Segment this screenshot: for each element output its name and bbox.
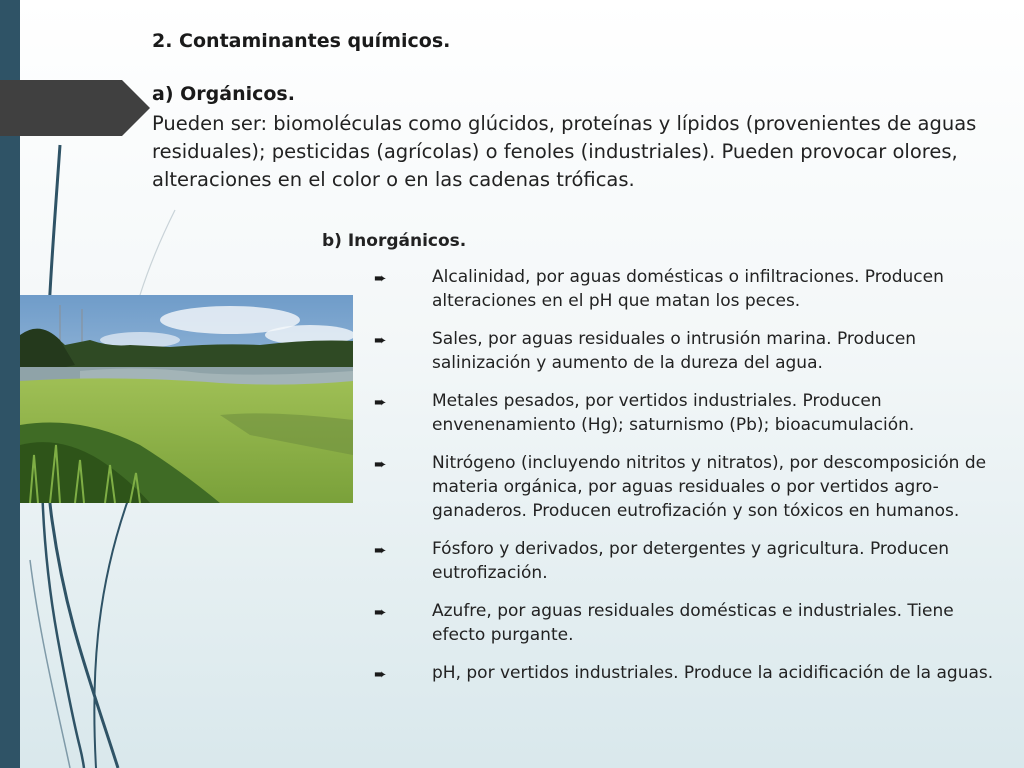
arrow-right-icon: ➨ [374, 603, 387, 621]
list-item [370, 389, 1010, 437]
arrow-right-icon: ➨ [374, 665, 387, 683]
list-item-text: Azufre, por aguas residuales domésticas e industriales. Tiene efecto purgante. [432, 601, 954, 645]
list-item-text: pH, por vertidos industriales. Produce la acidificación de la aguas. [432, 663, 994, 683]
inorganic-list [370, 265, 1010, 699]
title-tab-shape [0, 80, 150, 136]
list-item [370, 265, 1010, 313]
list-item [370, 451, 1010, 523]
organic-description: Pueden ser: biomoléculas como glúcidos, proteínas y lípidos (provenientes de aguas residuales); pesticidas (agrícolas) o fenoles (industriales). Pueden provocar olores, alteraciones en el color o en las cadenas tróficas. [152, 112, 977, 191]
arrow-right-icon: ➨ [374, 541, 387, 559]
arrow-right-icon: ➨ [374, 269, 387, 287]
list-item-text: Sales, por aguas residuales o intrusión marina. Producen salinización y aumento de la dureza del agua. [432, 329, 917, 373]
organic-subtitle: a) Orgánicos. [152, 83, 295, 105]
list-item-text: Fósforo y derivados, por detergentes y agricultura. Producen eutrofización. [432, 539, 950, 583]
list-item [370, 599, 1010, 647]
arrow-right-icon: ➨ [374, 455, 387, 473]
list-item [370, 327, 1010, 375]
list-item-text: Nitrógeno (incluyendo nitritos y nitratos), por descomposición de materia orgánica, por aguas residuales o por vertidos agro-ganaderos. Producen eutrofización y son tóxicos en humanos. [432, 453, 987, 521]
list-item-text: Metales pesados, por vertidos industriales. Producen envenenamiento (Hg); saturnismo (Pb); bioacumulación. [432, 391, 915, 435]
eutrophic-lake-photo [20, 295, 353, 503]
list-item-text: Alcalinidad, por aguas domésticas o infiltraciones. Producen alteraciones en el pH que matan los peces. [432, 267, 944, 311]
arrow-right-icon: ➨ [374, 393, 387, 411]
list-item [370, 537, 1010, 585]
list-item [370, 661, 1010, 685]
arrow-right-icon: ➨ [374, 331, 387, 349]
inorganic-subtitle: b) Inorgánicos. [322, 231, 467, 251]
slide-heading: 2. Contaminantes químicos. [152, 30, 451, 52]
